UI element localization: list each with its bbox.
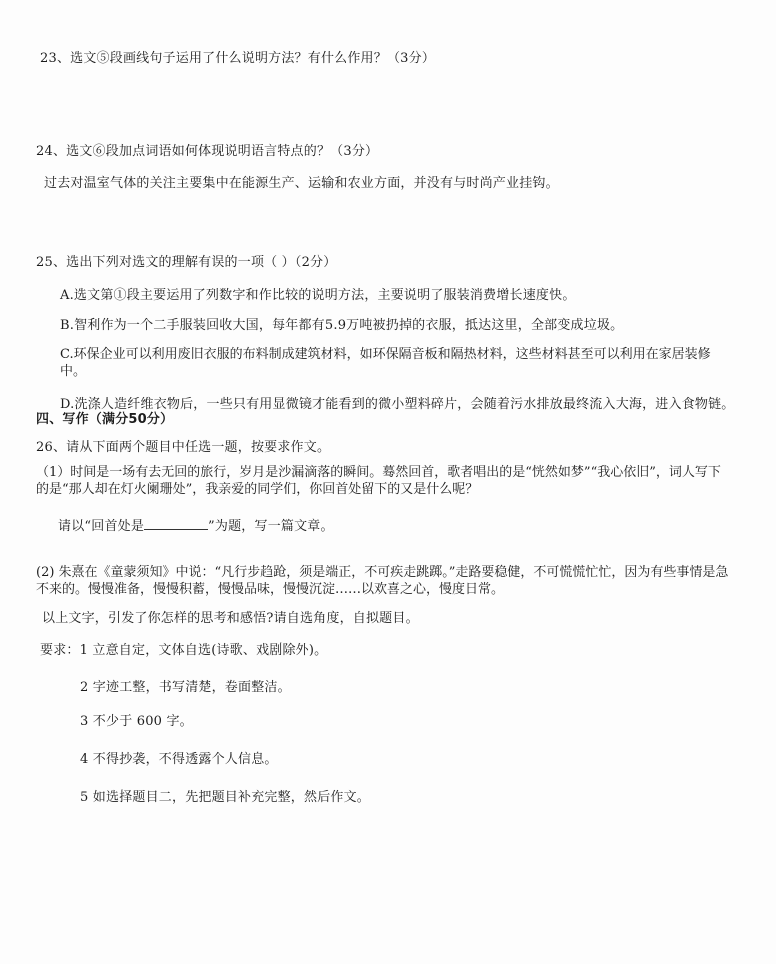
requirement-2: 2 字迹工整，书写清楚，卷面整洁。 [80,680,291,695]
topic-1-prompt [58,518,334,535]
topic-2: (2) 朱熹在《童蒙须知》中说：“凡行步趋跄，须是端正，不可疾走跳踯。”走路要稳健，不可慌慌忙忙，因为有些事情是急不来的。慢慢准备，慢慢积蓄，慢慢品味，慢慢沉淀……以欢喜之心，慢度日常。 [36,565,729,597]
topic-1: （1）时间是一场有去无回的旅行，岁月是沙漏滴落的瞬间。蓦然回首，歌者唱出的是“恍然如梦”“我心依旧”，词人写下的是“那人却在灯火阑珊处”，我亲爱的同学们，你回首处留下的又是什么呢？ [36,465,721,497]
title-blank [144,518,208,530]
question-23: 23、选文⑤段画线句子运用了什么说明方法？有什么作用？（3分） [40,51,436,66]
question-26: 26、请从下面两个题目中任选一题，按要求作文。 [36,440,331,455]
question-24: 24、选文⑥段加点词语如何体现说明语言特点的？（3分） [36,144,379,159]
section-4-title: 四、写作（满分50分） [36,412,174,427]
topic-2-prompt: 以上文字，引发了你怎样的思考和感悟?请自选角度，自拟题目。 [42,611,419,626]
option-b: B.智利作为一个二手服装回收大国，每年都有5.9万吨被扔掉的衣服，抵达这里，全部变成垃圾。 [60,318,624,333]
option-a: A.选文第①段主要运用了列数字和作比较的说明方法，主要说明了服装消费增长速度快。 [60,288,576,303]
requirement-4: 4 不得抄袭，不得透露个人信息。 [80,752,278,767]
topic-1-prompt-end: ”为题，写一篇文章。 [208,519,334,534]
option-d: D.洗涤人造纤维衣物后，一些只有用显微镜才能看到的微小塑料碎片，会随着污水排放最终流入大海，进入食物链。 [60,397,735,412]
question-24-passage: 过去对温室气体的关注主要集中在能源生产、运输和农业方面，并没有与时尚产业挂钩。 [44,176,559,191]
requirement-1: 要求：1 立意自定，文体自选(诗歌、戏剧除外)。 [40,643,328,658]
question-25: 25、选出下列对选文的理解有误的一项（ ）（2分） [36,255,337,270]
option-c: C.环保企业可以利用废旧衣服的布料制成建筑材料，如环保隔音板和隔热材料，这些材料甚至可以利用在家居装修中。 [60,347,711,379]
requirement-3: 3 不少于 600 字。 [80,714,193,729]
topic-1-prompt-start: 请以“回首处是 [58,519,145,534]
requirement-5: 5 如选择题目二，先把题目补充完整，然后作文。 [80,790,371,805]
